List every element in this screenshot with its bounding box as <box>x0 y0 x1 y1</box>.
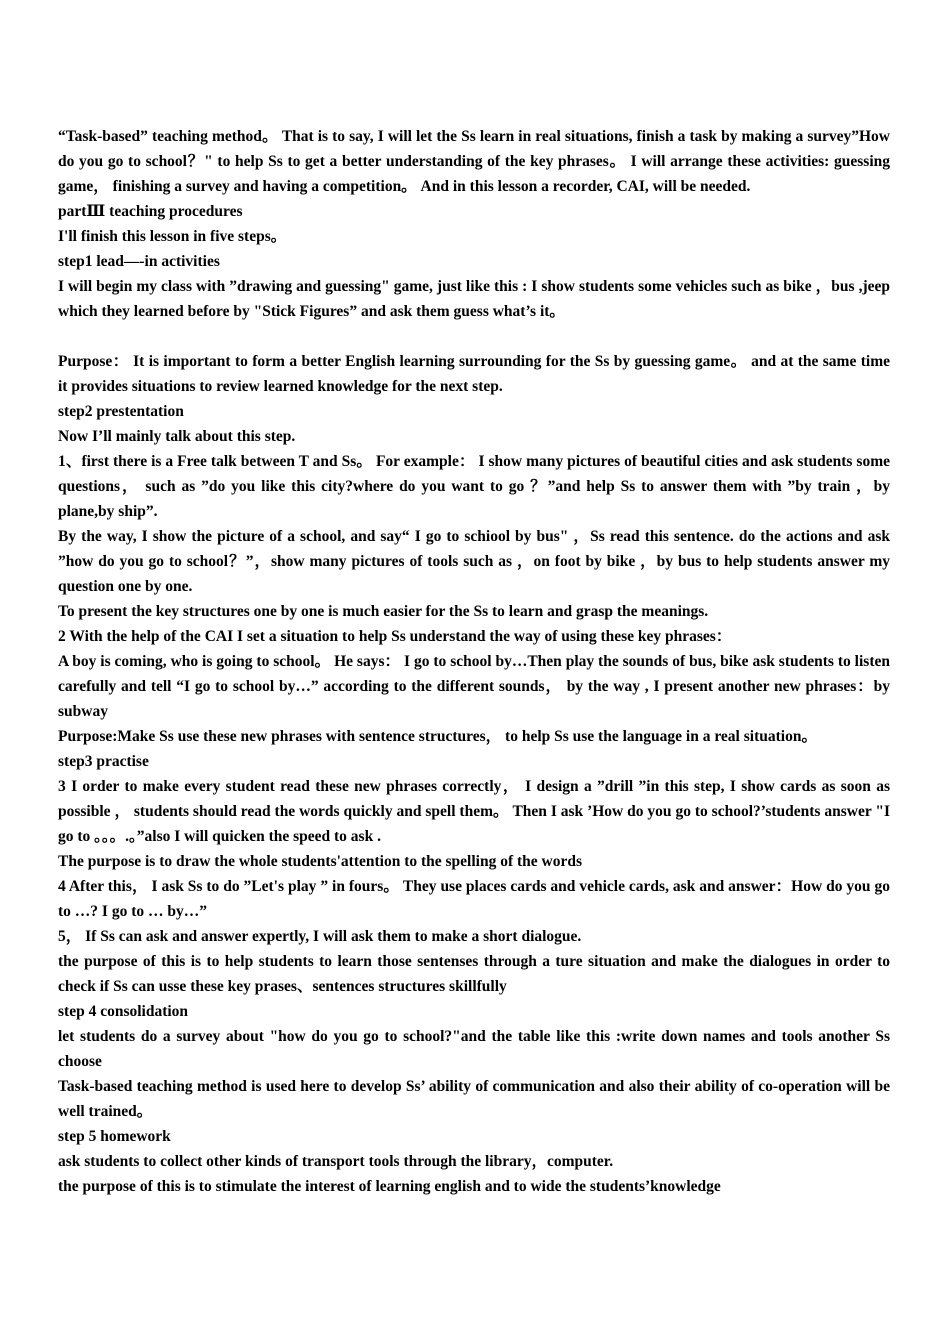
paragraph: let students do a survey about "how do you go to school?"and the table like this :write down names and tools another Ss choose <box>58 1028 890 1070</box>
section-heading: partⅢ teaching procedures <box>58 203 243 220</box>
paragraph: Now I’ll mainly talk about this step. <box>58 428 296 445</box>
paragraph: I'll finish this lesson in five steps。 <box>58 228 287 245</box>
blank-line <box>58 324 890 349</box>
paragraph: 1、first there is a Free talk between T and Ss。 For example： I show many pictures of beautiful cities and ask students some questions， such as ”do you like this city?where do you want to go ？”and help Ss to answer them with ”by train ，by plane,by ship”. <box>58 453 890 520</box>
paragraph: To present the key structures one by one is much easier for the Ss to learn and grasp the meanings. <box>58 603 709 620</box>
paragraph: A boy is coming, who is going to school。 He says： I go to school by…Then play the sounds of bus, bike ask students to listen carefully and tell “I go to school by…” according to the different sounds， by the way , I present another new phrases：by subway <box>58 653 890 720</box>
paragraph: 5， If Ss can ask and answer expertly, I will ask them to make a short dialogue. <box>58 928 582 945</box>
step-heading: step3 practise <box>58 753 149 770</box>
paragraph: By the way, I show the picture of a school, and say“ I go to schiool by bus" ，Ss read this sentence. do the actions and ask ”how do you go to school？”，show many pictures of tools such as ，on foot by bike ，by bus to help students answer my question one by one. <box>58 528 890 595</box>
paragraph: ask students to collect other kinds of transport tools through the library，computer. <box>58 1153 614 1170</box>
paragraph: 4 After this， I ask Ss to do ”Let's play ” in fours。 They use places cards and vehicle cards, ask and answer：How do you go to …? I go to … by…” <box>58 878 890 920</box>
step-heading: step2 prestentation <box>58 403 184 420</box>
paragraph: Task-based teaching method is used here to develop Ss’ ability of communication and also their ability of co-operation will be well trained。 <box>58 1078 890 1120</box>
purpose-paragraph: Purpose： It is important to form a better English learning surrounding for the Ss by guessing game。 and at the same time it provides situations to review learned knowledge for the next step. <box>58 353 890 395</box>
paragraph: the purpose of this is to stimulate the interest of learning english and to wide the students’knowledge <box>58 1178 721 1195</box>
paragraph: the purpose of this is to help students to learn those sentenses through a ture situation and make the dialogues in order to check if Ss can usse these key prases、sentences structures skillfully <box>58 953 890 995</box>
step-heading: step 4 consolidation <box>58 1003 189 1020</box>
paragraph: 3 I order to make every student read these new phrases correctly， I design a ”drill ”in this step, I show cards as soon as possible ， students should read the words quickly and spell them。 Then I ask ’How do you go to school?’students answer "I go to 。。。.。”also I will quicken the speed to ask . <box>58 778 890 845</box>
step-heading: step 5 homework <box>58 1128 171 1145</box>
paragraph: I will begin my class with ”drawing and guessing" game, just like this : I show students some vehicles such as bike ，bus ,jeep which they learned before by "Stick Figures” and ask them guess what’s it。 <box>58 278 890 320</box>
paragraph: 2 With the help of the CAI I set a situation to help Ss understand the way of using these key phrases： <box>58 628 732 645</box>
step-heading: step1 lead—-in activities <box>58 253 220 270</box>
intro-paragraph: “Task-based” teaching method。 That is to say, I will let the Ss learn in real situations, finish a task by making a survey”How do you go to school？" to help Ss to get a better understanding of the key phrases。 I will arrange these activities: guessing game， finishing a survey and having a competition。 And in this lesson a recorder, CAI, will be needed. <box>58 128 890 195</box>
purpose-paragraph: Purpose:Make Ss use these new phrases with sentence structures， to help Ss use the language in a real situation。 <box>58 728 817 745</box>
document-page <box>58 124 890 1199</box>
paragraph: The purpose is to draw the whole students'attention to the spelling of the words <box>58 853 583 870</box>
